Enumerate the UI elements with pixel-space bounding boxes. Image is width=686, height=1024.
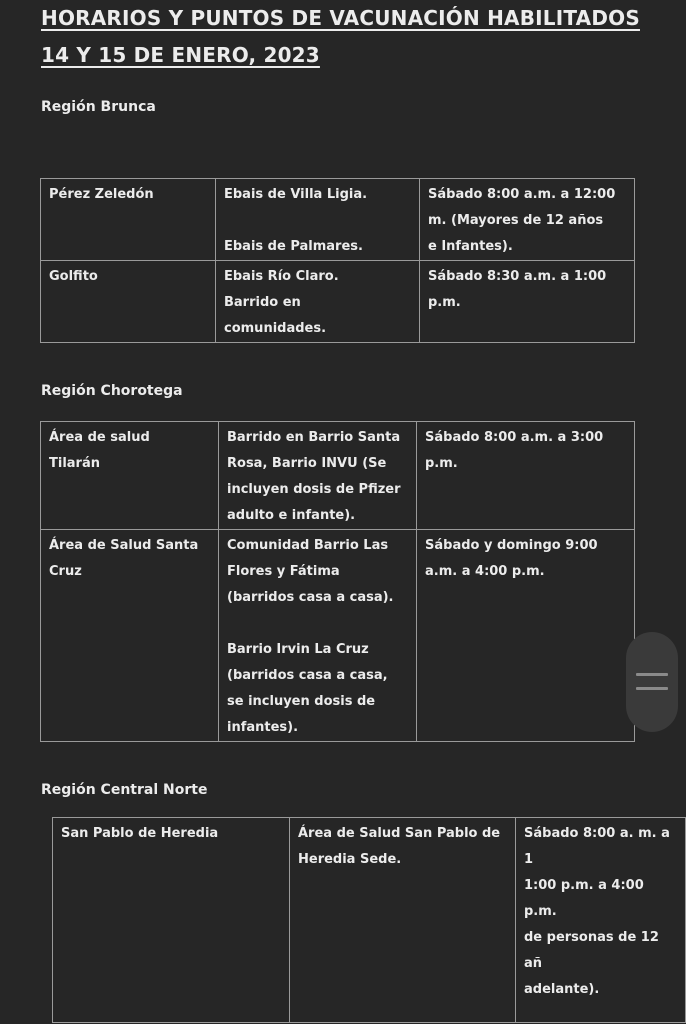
cell-text: Área de salud [49, 430, 150, 445]
cell-text: Sábado 8:00 a. m. a 1 [524, 826, 670, 867]
cell-text: infantes). [227, 720, 299, 735]
cell-text: Barrido en Barrio Santa [227, 430, 401, 445]
cell-text: (barridos casa a casa, [227, 668, 388, 683]
region-heading: Región Brunca [41, 99, 156, 115]
schedule-cell [420, 261, 635, 343]
cell-text: comunidades. [224, 321, 327, 336]
cell-text: Heredia Sede. [298, 852, 402, 867]
cell-text: e Infantes). [428, 239, 513, 254]
cell-text: Ebais Río Claro. [224, 269, 339, 284]
location-cell [219, 530, 417, 742]
grip-line-icon [636, 673, 668, 676]
cell-text: Sábado 8:30 a.m. a 1:00 [428, 269, 607, 284]
schedule-cell [516, 818, 686, 1023]
cell-text: Cruz [49, 564, 82, 579]
cell-text: San Pablo de Heredia [61, 826, 219, 841]
table-row [41, 422, 635, 530]
cell-text: Sábado 8:00 a.m. a 3:00 [425, 430, 604, 445]
cell-text: Área de Salud San Pablo de [298, 826, 501, 841]
municipality-cell [41, 261, 216, 343]
schedule-table-brunca [40, 178, 635, 343]
cell-text: 1:00 p.m. a 4:00 p.m. [524, 878, 644, 919]
schedule-cell [417, 530, 635, 742]
cell-text: Ebais de Villa Ligia. [224, 187, 368, 202]
municipality-cell [41, 530, 219, 742]
cell-text: adulto e infante). [227, 508, 356, 523]
schedule-table-central-norte [52, 817, 686, 1023]
cell-text: incluyen dosis de Pfizer [227, 482, 401, 497]
cell-text: p.m. [425, 456, 458, 471]
cell-text: Tilarán [49, 456, 100, 471]
cell-text: Pérez Zeledón [49, 187, 154, 202]
cell-text: p.m. [428, 295, 461, 310]
cell-text [227, 611, 410, 637]
location-cell [216, 179, 420, 261]
cell-text [224, 208, 413, 234]
municipality-cell [41, 422, 219, 530]
table-row [41, 179, 635, 261]
page-subtitle: 14 Y 15 DE ENERO, 2023 [41, 43, 320, 67]
schedule-cell [420, 179, 635, 261]
table-row [53, 818, 686, 1023]
table-row [41, 261, 635, 343]
cell-text: Flores y Fátima [227, 564, 340, 579]
cell-text: Sábado 8:00 a.m. a 12:00 [428, 187, 616, 202]
table-row [41, 530, 635, 742]
cell-text: m. (Mayores de 12 años [428, 213, 604, 228]
location-cell [290, 818, 516, 1023]
cell-text: (barridos casa a casa). [227, 590, 394, 605]
region-heading: Región Chorotega [41, 383, 183, 399]
cell-text: Rosa, Barrio INVU (Se [227, 456, 387, 471]
page-title: HORARIOS Y PUNTOS DE VACUNACIÓN HABILITADOS [41, 6, 640, 30]
cell-text: a.m. a 4:00 p.m. [425, 564, 545, 579]
scroll-handle[interactable] [626, 632, 678, 732]
municipality-cell [53, 818, 290, 1023]
schedule-table-chorotega [40, 421, 635, 742]
cell-text: Ebais de Palmares. [224, 239, 363, 254]
grip-line-icon [636, 687, 668, 690]
cell-text: de personas de 12 añ [524, 930, 659, 971]
cell-text: Área de Salud Santa [49, 538, 199, 553]
schedule-cell [417, 422, 635, 530]
cell-text: se incluyen dosis de [227, 694, 376, 709]
location-cell [216, 261, 420, 343]
cell-text: Barrido en [224, 295, 301, 310]
cell-text: Sábado y domingo 9:00 [425, 538, 598, 553]
cell-text: Golfito [49, 269, 98, 284]
cell-text: adelante). [524, 982, 600, 997]
cell-text: Barrio Irvin La Cruz [227, 642, 369, 657]
municipality-cell [41, 179, 216, 261]
cell-text: Comunidad Barrio Las [227, 538, 389, 553]
location-cell [219, 422, 417, 530]
region-heading: Región Central Norte [41, 782, 208, 798]
